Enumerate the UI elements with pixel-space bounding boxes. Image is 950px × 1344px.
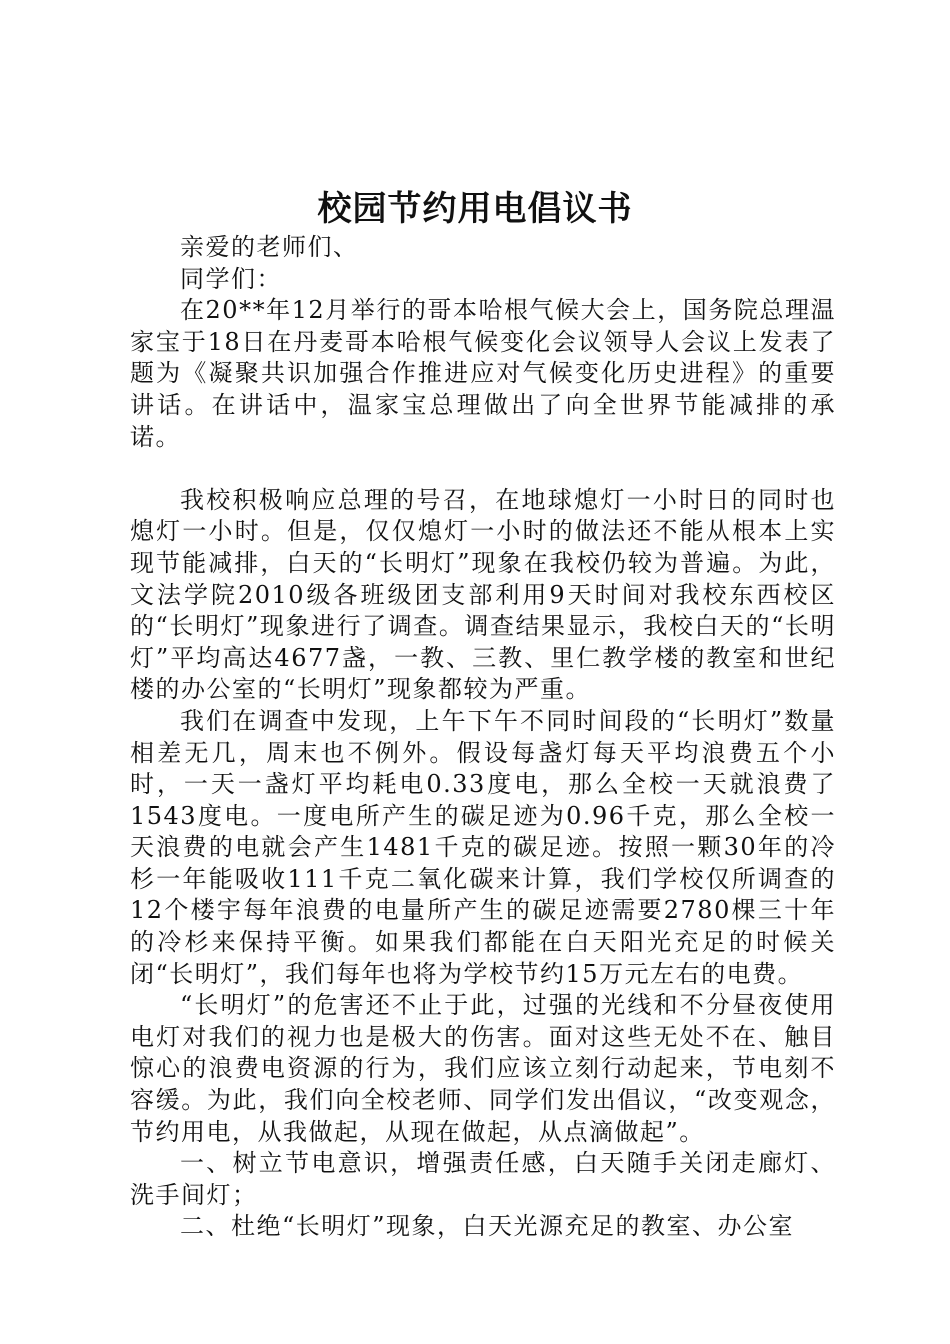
salutation-line-2: 同学们： [180,264,282,293]
document-body [130,232,836,1243]
paragraph-findings: 我们在调查中发现，上午下午不同时间段的“长明灯”数量相差无几，周末也不例外。假设每盏灯每天平均浪费五个小时，一天一盏灯平均耗电0.33度电，那么全校一天就浪费了1543度电。一度电所产生的碳足迹为0.96千克，那么全校一天浪费的电就会产生1481千克的碳足迹。按照一颗30年的冷杉一年能吸收111千克二氧化碳来计算，我们学校仅所调查的12个楼宇每年浪费的电量所产生的碳足迹需要2780棵三十年的冷杉来保持平衡。如果我们都能在白天阳光充足的时候关闭“长明灯”，我们每年也将为学校节约15万元左右的电费。 [130,706,836,988]
paragraph-harm: “长明灯”的危害还不止于此，过强的光线和不分昼夜使用电灯对我们的视力也是极大的伤害。面对这些无处不在、触目惊心的浪费电资源的行为，我们应该立刻行动起来，节电刻不容缓。为此，我们向全校老师、同学们发出倡议，“改变观念，节约用电，从我做起，从现在做起，从点滴做起”。 [130,991,836,1146]
proposal-item-1: 一、树立节电意识，增强责任感，白天随手关闭走廊灯、洗手间灯； [130,1149,836,1209]
document-title: 校园节约用电倡议书 [317,189,633,229]
proposal-item-2: 二、杜绝“长明灯”现象，白天光源充足的教室、办公室 [180,1212,795,1241]
paragraph-copenhagen: 在20**年12月举行的哥本哈根气候大会上，国务院总理温家宝于18日在丹麦哥本哈根气候变化会议领导人会议上发表了题为《凝聚共识加强合作推进应对气候变化历史进程》的重要讲话。在讲话中，温家宝总理做出了向全世界节能减排的承诺。 [130,296,836,451]
salutation-line-1: 亲爱的老师们、 [180,233,359,261]
paragraph-survey: 我校积极响应总理的号召，在地球熄灯一小时日的同时也熄灯一小时。但是，仅仅熄灯一小时的做法还不能从根本上实现节能减排，白天的“长明灯”现象在我校仍较为普遍。为此，文法学院2010级各班级团支部利用9天时间对我校东西校区的“长明灯”现象进行了调查。调查结果显示，我校白天的“长明灯”平均高达4677盏，一教、三教、里仁教学楼的教室和世纪楼的办公室的“长明灯”现象都较为严重。 [130,485,836,704]
